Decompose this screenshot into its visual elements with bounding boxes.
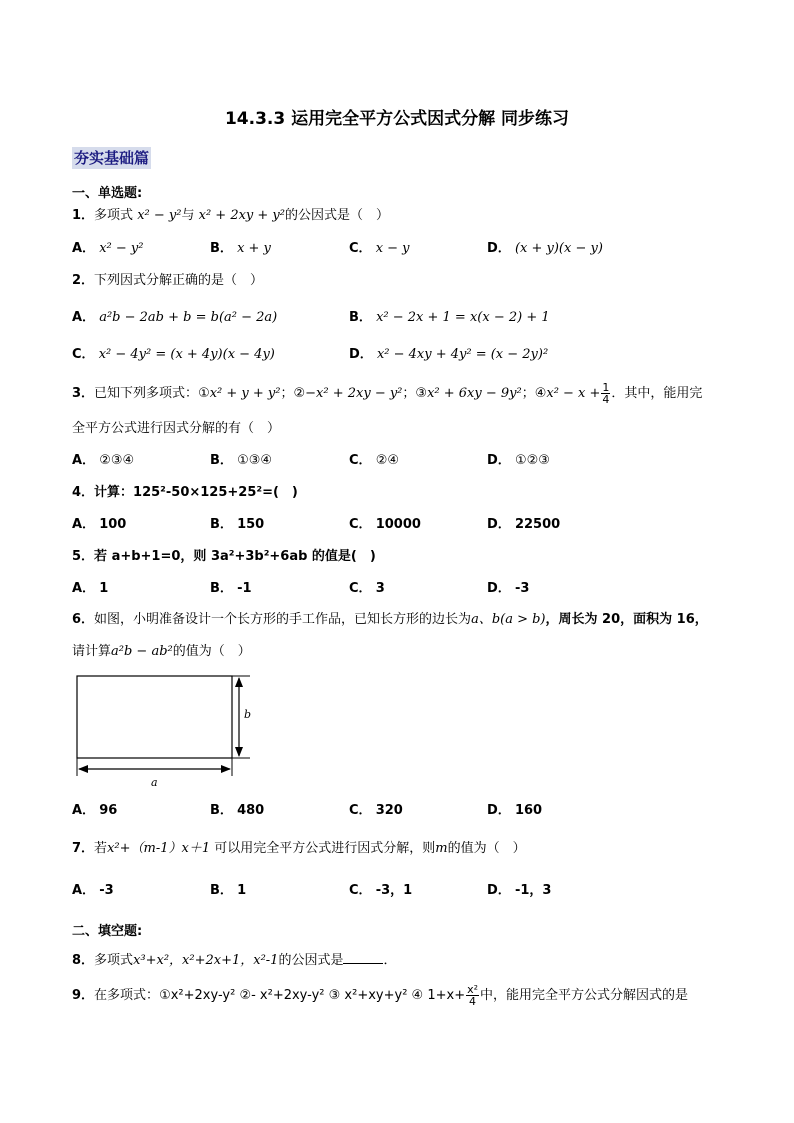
fraction-one-quarter: $\frac{1}{4}$	[602, 381, 610, 406]
q2-option-d[interactable]: D． x² − 4xy + 4y² = (x − 2y)²	[349, 347, 549, 362]
q3-option-c[interactable]: C． ②④	[349, 453, 399, 468]
q2-option-c[interactable]: C． x² − 4y² = (x + 4y)(x − 4y)	[72, 347, 275, 362]
question-1: 1．多项式 x² − y²与 x² + 2xy + y²的公因式是（ ）	[72, 208, 390, 223]
q1-option-c[interactable]: C． x − y	[349, 241, 410, 256]
question-3: 3．已知下列多项式：①x² + y + y²；②−x² + 2xy − y²；③x² + 6xy − 9y²；④x² − x + $\frac{1}{4}$ ．其中，能用完	[72, 381, 703, 406]
question-3-line2: 全平方公式进行因式分解的有（ ）	[72, 421, 281, 436]
label-b: b	[244, 708, 252, 721]
q5-option-c[interactable]: C． 3	[349, 581, 385, 596]
fraction-x-squared-over-4: $\frac{\text{x²}}{4}$	[467, 983, 479, 1008]
q7-option-a[interactable]: A． -3	[72, 883, 114, 898]
question-6: 6．如图，小明准备设计一个长方形的手工作品，已知长方形的边长为a、b(a > b)，周长为 20，面积为 16，	[72, 612, 708, 627]
answer-blank[interactable]	[343, 951, 383, 964]
question-5: 5．若 a+b+1=0，则 3a²+3b²+6ab 的值是( )	[72, 549, 376, 564]
q4-option-d[interactable]: D． 22500	[487, 517, 561, 532]
q5-option-d[interactable]: D． -3	[487, 581, 530, 596]
q4-option-a[interactable]: A． 100	[72, 517, 127, 532]
q4-option-b[interactable]: B． 150	[210, 517, 265, 532]
question-7: 7．若x²+（m-1）x＋1 可以用完全平方公式进行因式分解，则m的值为（ ）	[72, 841, 526, 856]
arrowhead-a-right	[221, 765, 231, 773]
q3-option-b[interactable]: B． ①③④	[210, 453, 273, 468]
part2-heading: 二、填空题:	[72, 924, 143, 939]
q1-option-b[interactable]: B． x + y	[210, 241, 271, 256]
q6-option-b[interactable]: B． 480	[210, 803, 265, 818]
question-8: 8．多项式x³+x²，x²+2x+1，x²-1的公因式是 ．	[72, 953, 397, 968]
q1-option-a[interactable]: A． x² − y²	[72, 241, 144, 256]
q7-option-c[interactable]: C． -3，1	[349, 883, 413, 898]
question-4: 4．计算：125²-50×125+25²=( )	[72, 485, 298, 500]
question-9: 9．在多项式：①x²+2xy-y² ②- x²+2xy-y² ③ x²+xy+y² ④ 1+x+ $\frac{\text{x²}}{4}$ 中，能用完全平方公式分解因式的是	[72, 983, 689, 1008]
section-tag: 夯实基础篇	[74, 149, 150, 167]
q2-option-b[interactable]: B． x² − 2x + 1 = x(x − 2) + 1	[349, 310, 550, 325]
q5-option-b[interactable]: B． -1	[210, 581, 252, 596]
rectangle-figure	[70, 668, 260, 792]
arrowhead-b-bottom	[235, 747, 243, 757]
label-a: a	[151, 776, 158, 789]
q6-option-a[interactable]: A． 96	[72, 803, 118, 818]
q7-option-b[interactable]: B． 1	[210, 883, 247, 898]
q6-option-c[interactable]: C． 320	[349, 803, 403, 818]
part1-heading: 一、单选题:	[72, 186, 143, 201]
q7-option-d[interactable]: D． -1，3	[487, 883, 552, 898]
q1-option-d[interactable]: D． (x + y)(x − y)	[487, 241, 603, 256]
rectangle-shape	[77, 676, 232, 758]
q2-option-a[interactable]: A． a²b − 2ab + b = b(a² − 2a)	[72, 310, 278, 325]
q3-option-d[interactable]: D． ①②③	[487, 453, 550, 468]
q4-option-c[interactable]: C． 10000	[349, 517, 421, 532]
q3-option-a[interactable]: A． ②③④	[72, 453, 135, 468]
arrowhead-a-left	[78, 765, 88, 773]
q6-option-d[interactable]: D． 160	[487, 803, 543, 818]
q5-option-a[interactable]: A． 1	[72, 581, 109, 596]
question-6-line2: 请计算a²b − ab²的值为（ ）	[72, 644, 251, 659]
arrowhead-b-top	[235, 677, 243, 687]
question-2: 2．下列因式分解正确的是（ ）	[72, 273, 264, 288]
page-title: 14.3.3 运用完全平方公式因式分解 同步练习	[224, 109, 570, 129]
